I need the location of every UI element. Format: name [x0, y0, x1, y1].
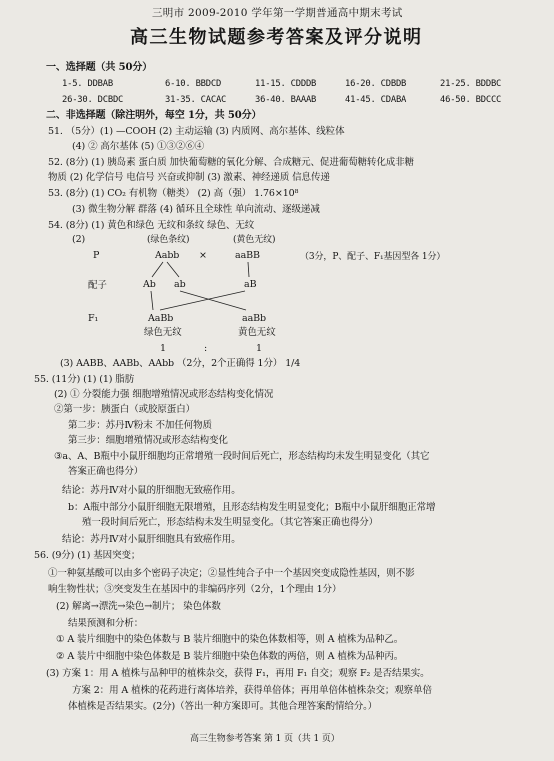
- q55-line: (2) ① 分裂能力强 细胞增殖情况或形态结构变化情况: [54, 389, 274, 400]
- score-note: （3分，P、配子、F₁基因型各 1分）: [300, 252, 446, 262]
- q56-line: (3) 方案 1：用 A 植株与品种甲的植株杂交，获得 F₁，再用 F₁ 自交；观察 F₂ 是否结果实。: [46, 668, 430, 679]
- ratio-separator: :: [204, 343, 208, 354]
- q52-line: 物质 (2) 化学信号 电信号 兴奋或抑制 (3) 激素、神经递质 信息传递: [48, 172, 330, 183]
- phenotype-parent-1: (绿色条纹): [147, 235, 190, 245]
- mc-answer: 46-50. BDCCC: [440, 95, 502, 105]
- q56-line: 方案 2：用 A 植株的花药进行离体培养，获得单倍体；再用单倍体植株杂交；观察单倍: [72, 685, 432, 696]
- q55-line: 答案正确也得分）: [68, 466, 144, 477]
- q56-line: ①一种氨基酸可以由多个密码子决定；②显性纯合子中一个基因突变成隐性基因，则不影: [48, 568, 415, 579]
- mc-answer: 11-15. CDDDB: [255, 79, 317, 89]
- q56-line: 56. (9分) (1) 基因突变；: [34, 550, 141, 561]
- section-1-heading: 一、选择题（共 50分）: [46, 62, 153, 73]
- q55-line: 结论：苏丹Ⅳ对小鼠的肝细胞无致癌作用。: [62, 485, 241, 496]
- f1-phenotype: 绿色无纹: [144, 327, 182, 338]
- q55-line: 结论：苏丹Ⅳ对小鼠肝细胞具有致癌作用。: [62, 534, 241, 545]
- label-f1: F₁: [88, 313, 99, 324]
- page-footer: 高三生物参考答案 第 1 页（共 1 页）: [190, 734, 340, 744]
- genotype-parent-1: Aabb: [155, 250, 180, 261]
- gamete: Ab: [143, 279, 156, 290]
- q55-line: 殖一段时间后死亡，形态结构未发生明显变化。（其它答案正确也得分）: [82, 517, 379, 528]
- mc-answer: 6-10. BBDCD: [165, 79, 222, 89]
- q54-part-label: (2): [72, 234, 86, 245]
- q56-line: ② A 装片中细胞中染色体数是 B 装片细胞中染色体数的两倍，则 A 植株为品种丙。: [56, 651, 404, 662]
- mc-answer: 41-45. CDABA: [345, 95, 407, 105]
- q55-line: b：A瓶中部分小鼠肝细胞无限增殖，且形态结构发生明显变化；B瓶中小鼠肝细胞正常增: [68, 502, 436, 513]
- q53-line: (3) 微生物分解 群落 (4) 循环且全球性 单向流动、逐级递减: [72, 204, 320, 215]
- f1-phenotype: 黄色无纹: [238, 327, 276, 338]
- mc-answer: 21-25. BDDBC: [440, 79, 502, 89]
- mc-answer: 1-5. DDBAB: [62, 79, 113, 89]
- ratio-value: 1: [256, 343, 262, 354]
- q51-line: (4) ② 高尔基体 (5) ①③②⑥④: [72, 141, 204, 152]
- q56-line: 响生物性状；③突变发生在基因中的非编码序列（2分，1个理由 1分）: [48, 584, 342, 595]
- ratio-value: 1: [160, 343, 166, 354]
- phenotype-parent-2: (黄色无纹): [233, 235, 276, 245]
- q53-line: 53. (8分) (1) CO₂ 有机物（糖类） (2) 高（强） 1.76×10⁸: [48, 188, 299, 199]
- gamete: aB: [244, 279, 257, 290]
- q51-line: 51. （5分）(1) —COOH (2) 主动运输 (3) 内质网、高尔基体、线粒体: [48, 126, 345, 137]
- f1-genotype: aaBb: [242, 313, 266, 324]
- q55-line: ③a、A、B瓶中小鼠肝细胞均正常增殖一段时间后死亡，形态结构均未发生明显变化（其它: [54, 451, 430, 462]
- f1-genotype: AaBb: [148, 313, 174, 324]
- q56-line: 体植株是否结果实。(2分)（答出一种方案即可。其他合理答案酌情给分。）: [68, 701, 378, 712]
- q55-line: 第三步：细胞增殖情况或形态结构变化: [68, 435, 228, 446]
- q52-line: 52. (8分) (1) 胰岛素 蛋白质 加快葡萄糖的氧化分解、合成糖元、促进葡萄糖转化成非糖: [48, 157, 414, 168]
- cross-sign: ×: [199, 250, 207, 261]
- q54-line: (3) AABB、AABb、AAbb （2分，2个正确得 1分） 1/4: [60, 358, 301, 369]
- q55-line: ②第一步：胰蛋白（或胶原蛋白）: [54, 404, 196, 415]
- q56-line: ① A 装片细胞中的染色体数与 B 装片细胞中的染色体数相等，则 A 植株为品种乙。: [56, 634, 404, 645]
- q54-line: 54. (8分) (1) 黄色和绿色 无纹和条纹 绿色、无纹: [48, 220, 255, 231]
- q56-line: 结果预测和分析：: [68, 618, 144, 629]
- label-p: P: [93, 250, 100, 261]
- q56-line: (2) 解离→漂洗→染色→制片； 染色体数: [56, 601, 221, 612]
- genotype-parent-2: aaBB: [235, 250, 260, 261]
- q55-line: 第二步：苏丹Ⅳ粉末 不加任何物质: [68, 420, 212, 431]
- q55-line: 55. (11分) (1) (1) 脂肪: [34, 374, 135, 385]
- page-title: 高三生物试题参考答案及评分说明: [130, 27, 423, 48]
- mc-answer: 36-40. BAAAB: [255, 95, 317, 105]
- label-gamete: 配子: [88, 280, 107, 291]
- mc-answer: 26-30. DCBDC: [62, 95, 124, 105]
- exam-header: 三明市 2009-2010 学年第一学期普通高中期末考试: [152, 7, 403, 19]
- mc-answer: 16-20. CDBDB: [345, 79, 407, 89]
- gamete: ab: [174, 279, 186, 290]
- mc-answer: 31-35. CACAC: [165, 95, 227, 105]
- section-2-heading: 二、非选择题（除注明外，每空 1分，共 50分）: [46, 110, 262, 121]
